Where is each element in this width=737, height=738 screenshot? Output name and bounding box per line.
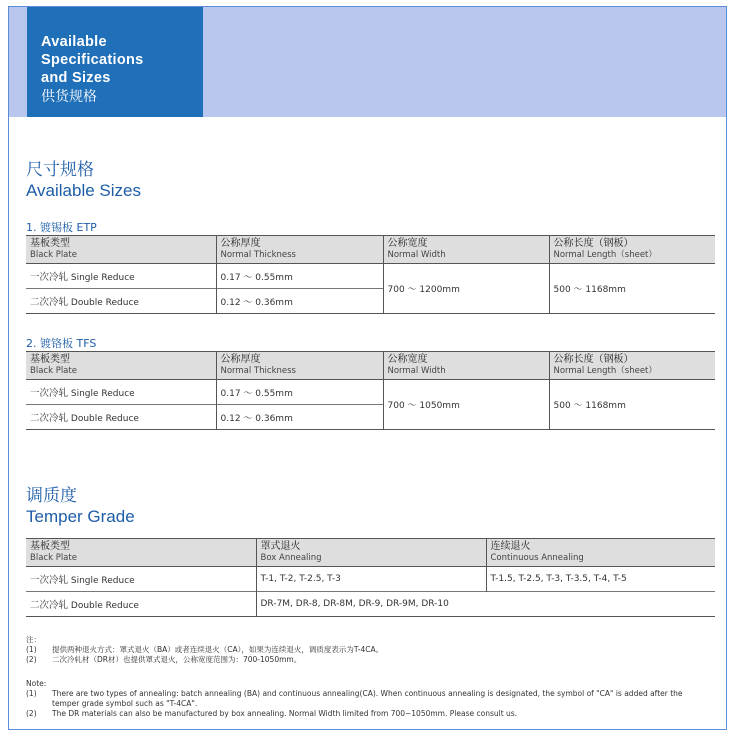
width-cell: 700 ～ 1200mm <box>383 264 549 314</box>
black-plate-cell: 二次冷轧 Double Reduce <box>30 297 139 308</box>
black-plate-cell: 一次冷轧 Single Reduce <box>30 272 135 283</box>
table-row <box>26 567 715 592</box>
tfs-size-table <box>26 351 715 430</box>
thickness-cell: 0.17 ～ 0.55mm <box>216 264 383 289</box>
header-thickness: 公称厚度 Normal Thickness <box>216 236 383 264</box>
tfs-section-title: 2. 镀铬板 TFS <box>26 337 97 350</box>
box-annealing-cell: DR-7M, DR-8, DR-8M, DR-9, DR-9M, DR-10 <box>256 592 715 617</box>
table-row <box>26 592 715 617</box>
black-plate-cell: 一次冷轧 Single Reduce <box>30 575 135 586</box>
notes-cn-label: 注： <box>26 635 41 644</box>
temper-heading-en: Temper Grade <box>26 507 135 526</box>
width-cell: 700 ～ 1050mm <box>383 380 549 430</box>
header-width: 公称宽度 Normal Width <box>383 352 549 380</box>
table-row <box>26 264 715 289</box>
sizes-heading-en: Available Sizes <box>26 181 141 200</box>
banner-title-line-2: Specifications <box>41 52 144 68</box>
table-header-row <box>26 236 715 264</box>
header-black-plate: 基板类型 Black Plate <box>30 541 77 563</box>
page-frame <box>8 6 727 730</box>
box-annealing-cell: T-1, T-2, T-2.5, T-3 <box>256 567 486 592</box>
temper-grade-table <box>26 538 715 617</box>
thickness-cell: 0.17 ～ 0.55mm <box>216 380 383 405</box>
etp-size-table <box>26 235 715 314</box>
header-thickness: 公称厚度 Normal Thickness <box>216 352 383 380</box>
etp-section-title: 1. 镀锡板 ETP <box>26 221 97 234</box>
note-item: (1) 提供两种退火方式：罩式退火（BA）或者连续退火（CA），如果为连续退火，调质度表示为T-4CA。 <box>26 645 384 654</box>
length-cell: 500 ～ 1168mm <box>549 380 715 430</box>
header-black-plate: 基板类型 Black Plate <box>30 238 77 260</box>
sizes-heading-cn: 尺寸规格 <box>26 160 94 180</box>
thickness-cell: 0.12 ～ 0.36mm <box>216 405 383 430</box>
header-width: 公称宽度 Normal Width <box>383 236 549 264</box>
banner-title-line-1: Available <box>41 34 107 50</box>
black-plate-cell: 二次冷轧 Double Reduce <box>30 413 139 424</box>
header-continuous-annealing: 连续退火 Continuous Annealing <box>486 539 715 567</box>
thickness-cell: 0.12 ～ 0.36mm <box>216 289 383 314</box>
black-plate-cell: 一次冷轧 Single Reduce <box>30 388 135 399</box>
header-black-plate: 基板类型 Black Plate <box>30 354 77 376</box>
notes-cn <box>26 635 716 665</box>
table-row <box>26 380 715 405</box>
temper-heading-cn: 调质度 <box>26 486 77 506</box>
table-header-row <box>26 539 715 567</box>
table-header-row <box>26 352 715 380</box>
header-box-annealing: 罩式退火 Box Annealing <box>256 539 486 567</box>
header-length: 公称长度（钢板） Normal Length（sheet） <box>549 352 715 380</box>
notes-en <box>26 679 718 719</box>
note-item: (2) 二次冷轧材（DR材）也提供罩式退火，公称宽度范围为：700-1050mm。 <box>26 655 302 664</box>
banner-title-line-3: and Sizes <box>41 70 111 86</box>
note-item: (1) There are two types of annealing: batch annealing (BA) and continuous annealing(CA). When continuous annealing is designated, the symbol of "CA" is added after the temper grade symbol such as "T-4CA". <box>26 689 683 708</box>
black-plate-cell: 二次冷轧 Double Reduce <box>30 600 139 611</box>
banner-title-cn: 供货规格 <box>41 89 97 105</box>
notes-en-label: Note: <box>26 679 47 688</box>
continuous-annealing-cell: T-1.5, T-2.5, T-3, T-3.5, T-4, T-5 <box>486 567 715 592</box>
length-cell: 500 ～ 1168mm <box>549 264 715 314</box>
header-banner <box>9 7 726 117</box>
header-length: 公称长度（钢板） Normal Length（sheet） <box>549 236 715 264</box>
note-item: (2) The DR materials can also be manufactured by box annealing. Normal Width limited from 700~1050mm. Please consult us. <box>26 709 518 718</box>
banner-title-box <box>27 7 203 117</box>
